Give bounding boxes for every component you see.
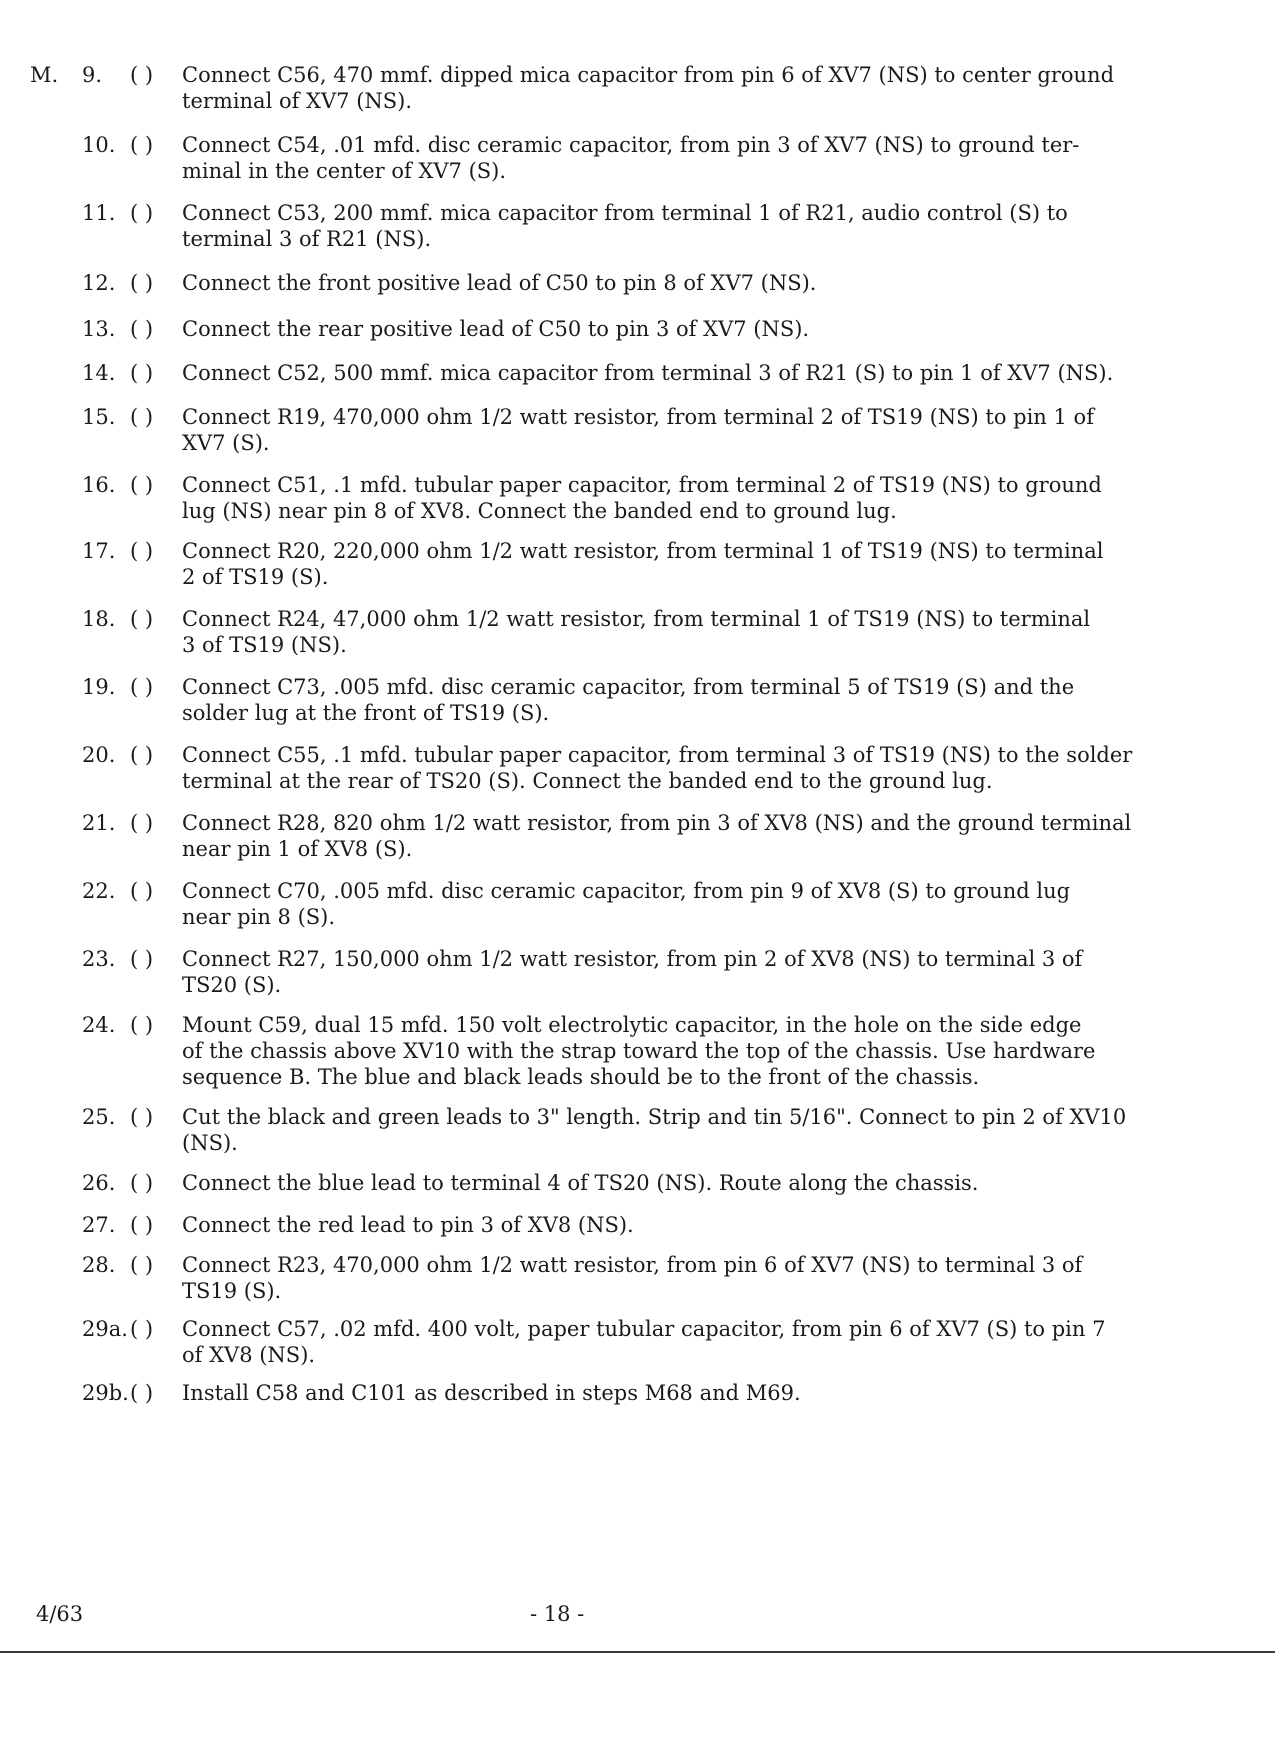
step-number: 24. xyxy=(82,1013,116,1037)
checkbox-parens: ( ) xyxy=(130,63,154,87)
step-number: 23. xyxy=(82,947,116,971)
checkbox-parens: ( ) xyxy=(130,361,154,385)
step-number: 20. xyxy=(82,743,116,767)
bottom-rule xyxy=(0,1651,1275,1653)
step-line: Connect C73, .005 mfd. disc ceramic capacitor, from terminal 5 of TS19 (S) and the xyxy=(182,675,1075,699)
checkbox-parens: ( ) xyxy=(130,1213,154,1237)
step-number: 9. xyxy=(82,63,103,87)
step-text xyxy=(182,878,1214,930)
checkbox-parens: ( ) xyxy=(130,743,154,767)
checkbox-parens: ( ) xyxy=(130,133,154,157)
step-line: Connect C57, .02 mfd. 400 volt, paper tubular capacitor, from pin 6 of XV7 (S) to pin 7 xyxy=(182,1317,1106,1341)
checkbox-parens: ( ) xyxy=(130,947,154,971)
step-number: 15. xyxy=(82,405,116,429)
step-line: 2 of TS19 (S). xyxy=(182,565,329,589)
checkbox-parens: ( ) xyxy=(130,1013,154,1037)
step-line: Connect C56, 470 mmf. dipped mica capacitor from pin 6 of XV7 (NS) to center ground xyxy=(182,63,1115,87)
step-text xyxy=(182,200,1214,252)
step-line: Connect R24, 47,000 ohm 1/2 watt resistor, from terminal 1 of TS19 (NS) to terminal xyxy=(182,607,1091,631)
step-line: terminal 3 of R21 (NS). xyxy=(182,227,432,251)
step-text xyxy=(182,132,1214,184)
step-line: Connect R20, 220,000 ohm 1/2 watt resistor, from terminal 1 of TS19 (NS) to terminal xyxy=(182,539,1104,563)
step-number: 14. xyxy=(82,361,116,385)
page-number: - 18 - xyxy=(530,1602,585,1626)
step-number: 29a. xyxy=(82,1317,128,1341)
step-number: 12. xyxy=(82,271,116,295)
checkbox-parens: ( ) xyxy=(130,1317,154,1341)
step-line: solder lug at the front of TS19 (S). xyxy=(182,701,550,725)
checkbox-parens: ( ) xyxy=(130,811,154,835)
checkbox-parens: ( ) xyxy=(130,1381,154,1405)
step-text xyxy=(182,1012,1214,1090)
revision-date: 4/63 xyxy=(36,1602,84,1626)
checkbox-parens: ( ) xyxy=(130,201,154,225)
checkbox-parens: ( ) xyxy=(130,1105,154,1129)
checkbox-parens: ( ) xyxy=(130,271,154,295)
step-line: TS20 (S). xyxy=(182,973,282,997)
step-line: terminal at the rear of TS20 (S). Connect the banded end to the ground lug. xyxy=(182,769,993,793)
step-line: near pin 1 of XV8 (S). xyxy=(182,837,413,861)
step-line: Connect the blue lead to terminal 4 of TS20 (NS). Route along the chassis. xyxy=(182,1171,979,1195)
step-number: 13. xyxy=(82,317,116,341)
step-text xyxy=(182,1170,1214,1196)
step-line: lug (NS) near pin 8 of XV8. Connect the banded end to ground lug. xyxy=(182,499,897,523)
step-text xyxy=(182,1316,1214,1368)
step-line: of the chassis above XV10 with the strap toward the top of the chassis. Use hardware xyxy=(182,1039,1096,1063)
step-number: 17. xyxy=(82,539,116,563)
step-line: Connect C53, 200 mmf. mica capacitor from terminal 1 of R21, audio control (S) to xyxy=(182,201,1068,225)
step-line: minal in the center of XV7 (S). xyxy=(182,159,507,183)
step-number: 11. xyxy=(82,201,116,225)
step-text xyxy=(182,538,1214,590)
step-line: Connect R28, 820 ohm 1/2 watt resistor, from pin 3 of XV8 (NS) and the ground terminal xyxy=(182,811,1132,835)
step-line: Connect C54, .01 mfd. disc ceramic capacitor, from pin 3 of XV7 (NS) to ground ter- xyxy=(182,133,1080,157)
step-line: XV7 (S). xyxy=(182,431,270,455)
step-number: 29b. xyxy=(82,1381,129,1405)
step-text xyxy=(182,1380,1214,1406)
step-line: Connect C55, .1 mfd. tubular paper capacitor, from terminal 3 of TS19 (NS) to the solder xyxy=(182,743,1133,767)
step-text xyxy=(182,946,1214,998)
step-line: Mount C59, dual 15 mfd. 150 volt electrolytic capacitor, in the hole on the side edge xyxy=(182,1013,1082,1037)
step-line: Connect C70, .005 mfd. disc ceramic capacitor, from pin 9 of XV8 (S) to ground lug xyxy=(182,879,1071,903)
checkbox-parens: ( ) xyxy=(130,473,154,497)
step-line: Connect R19, 470,000 ohm 1/2 watt resistor, from terminal 2 of TS19 (NS) to pin 1 of xyxy=(182,405,1094,429)
step-text xyxy=(182,360,1214,386)
step-number: 27. xyxy=(82,1213,116,1237)
step-line: Connect C51, .1 mfd. tubular paper capacitor, from terminal 2 of TS19 (NS) to ground xyxy=(182,473,1102,497)
step-text xyxy=(182,316,1214,342)
step-number: 22. xyxy=(82,879,116,903)
checkbox-parens: ( ) xyxy=(130,879,154,903)
step-line: terminal of XV7 (NS). xyxy=(182,89,413,113)
step-text xyxy=(182,742,1214,794)
step-text xyxy=(182,674,1214,726)
step-number: 25. xyxy=(82,1105,116,1129)
step-line: (NS). xyxy=(182,1131,238,1155)
step-number: 28. xyxy=(82,1253,116,1277)
step-line: Connect R23, 470,000 ohm 1/2 watt resistor, from pin 6 of XV7 (NS) to terminal 3 of xyxy=(182,1253,1083,1277)
step-line: Connect the red lead to pin 3 of XV8 (NS). xyxy=(182,1213,634,1237)
step-line: Connect the rear positive lead of C50 to pin 3 of XV7 (NS). xyxy=(182,317,810,341)
step-line: near pin 8 (S). xyxy=(182,905,336,929)
step-line: Connect the front positive lead of C50 to pin 8 of XV7 (NS). xyxy=(182,271,817,295)
step-number: 26. xyxy=(82,1171,116,1195)
checkbox-parens: ( ) xyxy=(130,317,154,341)
checkbox-parens: ( ) xyxy=(130,675,154,699)
step-text xyxy=(182,270,1214,296)
step-number: 19. xyxy=(82,675,116,699)
step-line: of XV8 (NS). xyxy=(182,1343,316,1367)
step-line: Install C58 and C101 as described in steps M68 and M69. xyxy=(182,1381,801,1405)
section-letter: M. xyxy=(30,63,59,87)
step-text xyxy=(182,472,1214,524)
step-line: sequence B. The blue and black leads should be to the front of the chassis. xyxy=(182,1065,980,1089)
checkbox-parens: ( ) xyxy=(130,1171,154,1195)
step-text xyxy=(182,606,1214,658)
step-text xyxy=(182,1252,1214,1304)
step-number: 18. xyxy=(82,607,116,631)
step-text xyxy=(182,62,1214,114)
checkbox-parens: ( ) xyxy=(130,539,154,563)
step-text xyxy=(182,404,1214,456)
step-number: 16. xyxy=(82,473,116,497)
checkbox-parens: ( ) xyxy=(130,1253,154,1277)
step-text xyxy=(182,1212,1214,1238)
step-number: 21. xyxy=(82,811,116,835)
step-number: 10. xyxy=(82,133,116,157)
step-text xyxy=(182,1104,1214,1156)
step-line: TS19 (S). xyxy=(182,1279,282,1303)
step-line: Cut the black and green leads to 3" length. Strip and tin 5/16". Connect to pin 2 of XV10 xyxy=(182,1105,1127,1129)
checkbox-parens: ( ) xyxy=(130,405,154,429)
step-line: Connect R27, 150,000 ohm 1/2 watt resistor, from pin 2 of XV8 (NS) to terminal 3 of xyxy=(182,947,1083,971)
step-line: Connect C52, 500 mmf. mica capacitor from terminal 3 of R21 (S) to pin 1 of XV7 (NS). xyxy=(182,361,1114,385)
step-text xyxy=(182,810,1214,862)
checkbox-parens: ( ) xyxy=(130,607,154,631)
step-line: 3 of TS19 (NS). xyxy=(182,633,347,657)
